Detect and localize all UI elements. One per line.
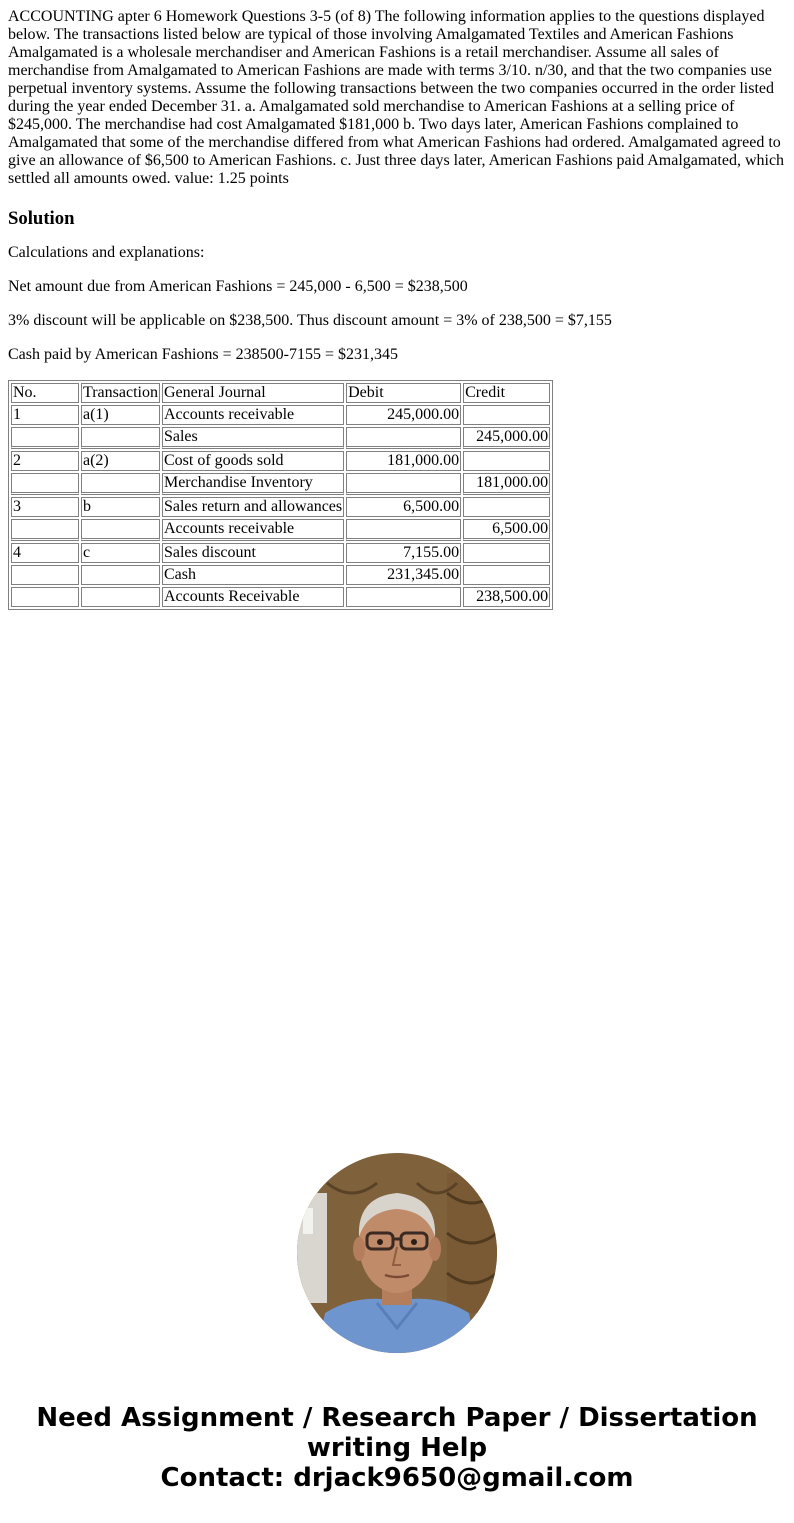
cell-no <box>11 565 79 585</box>
cell-account: Sales return and allowances <box>163 498 343 515</box>
cell-transaction <box>81 565 160 585</box>
cell-no <box>11 427 79 449</box>
header-credit: Credit <box>463 383 550 403</box>
cell-transaction <box>81 587 160 607</box>
table-row <box>11 587 550 607</box>
cell-credit <box>463 543 550 563</box>
cell-account: Cost of goods sold <box>162 451 344 471</box>
cell-debit: 181,000.00 <box>346 451 461 471</box>
cell-no <box>11 473 79 495</box>
cell-credit: 238,500.00 <box>463 587 550 607</box>
cell-transaction: c <box>81 543 160 563</box>
cell-debit <box>346 427 461 449</box>
cell-credit <box>463 565 550 585</box>
header-debit: Debit <box>346 383 461 403</box>
cell-credit: 245,000.00 <box>463 427 550 449</box>
footer-ad <box>0 1403 794 1493</box>
table-row <box>11 473 550 495</box>
header-transaction: Transaction <box>83 384 158 401</box>
cell-debit: 231,345.00 <box>346 565 461 585</box>
table-header-row <box>11 383 550 403</box>
cell-debit: 7,155.00 <box>346 543 461 563</box>
cell-debit <box>346 519 461 541</box>
table-row <box>11 405 550 425</box>
cell-debit <box>346 587 461 607</box>
cell-transaction <box>81 473 160 495</box>
table-row <box>11 497 550 517</box>
cell-account: Accounts Receivable <box>162 587 344 607</box>
cell-debit: 245,000.00 <box>346 405 461 425</box>
cell-credit <box>463 497 550 517</box>
header-no: No. <box>11 383 79 403</box>
cell-debit <box>346 473 461 495</box>
cell-transaction: a(1) <box>81 405 160 425</box>
solution-heading: Solution <box>8 208 75 229</box>
cell-no: 3 <box>11 497 79 517</box>
question-text: ACCOUNTING apter 6 Homework Questions 3-5 (of 8) The following information applies to the questions displayed below. The transactions listed below are typical of those involving Amalgamated Textiles and American Fashions Amalgamated is a wholesale merchandiser and American Fashions is a retail merchandiser. Assume all sales of merchandise from Amalgamated to American Fashions are made with terms 3/10. n/30, and that the two companies use perpetual inventory systems. Assume the following transactions between the two companies occurred in the order listed during the year ended December 31. a. Amalgamated sold merchandise to American Fashions at a selling price of $245,000. The merchandise had cost Amalgamated $181,000 b. Two days later, American Fashions complained to Amalgamated that some of the merchandise differed from what American Fashions had ordered. Amalgamated agreed to give an allowance of $6,500 to American Fashions. c. Just three days later, American Fashions paid Amalgamated, which settled all amounts owed. value: 1.25 points <box>8 8 785 187</box>
cell-no <box>11 519 79 541</box>
cell-account: Accounts receivable <box>162 405 344 425</box>
cell-account: Cash <box>162 565 344 585</box>
cell-account: Merchandise Inventory <box>162 473 344 495</box>
author-avatar <box>297 1153 497 1353</box>
cell-no: 2 <box>11 451 79 471</box>
table-row <box>11 427 550 449</box>
paragraph-discount: 3% discount will be applicable on $238,500. Thus discount amount = 3% of 238,500 = $7,155 <box>8 312 612 329</box>
table-row <box>11 543 550 563</box>
cell-account: Sales <box>162 427 344 449</box>
cell-credit <box>463 451 550 471</box>
cell-transaction <box>81 427 160 449</box>
document-body <box>8 8 786 610</box>
footer-line-1: Need Assignment / Research Paper / Dissertation <box>36 1403 758 1433</box>
paragraph-cash-paid: Cash paid by American Fashions = 238500-7155 = $231,345 <box>8 346 399 363</box>
cell-transaction: b <box>81 497 160 517</box>
cell-account: Accounts receivable <box>162 519 344 541</box>
cell-transaction <box>81 519 160 541</box>
cell-credit <box>463 405 550 425</box>
cell-credit: 6,500.00 <box>463 519 550 541</box>
cell-no <box>11 587 79 607</box>
paragraph-net-amount: Net amount due from American Fashions = 245,000 - 6,500 = $238,500 <box>8 278 468 295</box>
paragraph-calculations: Calculations and explanations: <box>8 244 205 261</box>
cell-credit: 181,000.00 <box>463 473 550 495</box>
journal-table <box>8 380 553 610</box>
table-row <box>11 519 550 541</box>
cell-no: 1 <box>11 405 79 425</box>
cell-no: 4 <box>11 543 79 563</box>
author-photo <box>297 1153 497 1353</box>
table-row <box>11 565 550 585</box>
header-general-journal: General Journal <box>162 383 344 403</box>
footer-contact: Contact: drjack9650@gmail.com <box>160 1463 634 1493</box>
cell-account: Sales discount <box>162 543 344 563</box>
cell-transaction: a(2) <box>81 451 160 471</box>
cell-debit: 6,500.00 <box>346 497 461 517</box>
table-row <box>11 451 550 471</box>
footer-line-2: writing Help <box>306 1433 488 1463</box>
